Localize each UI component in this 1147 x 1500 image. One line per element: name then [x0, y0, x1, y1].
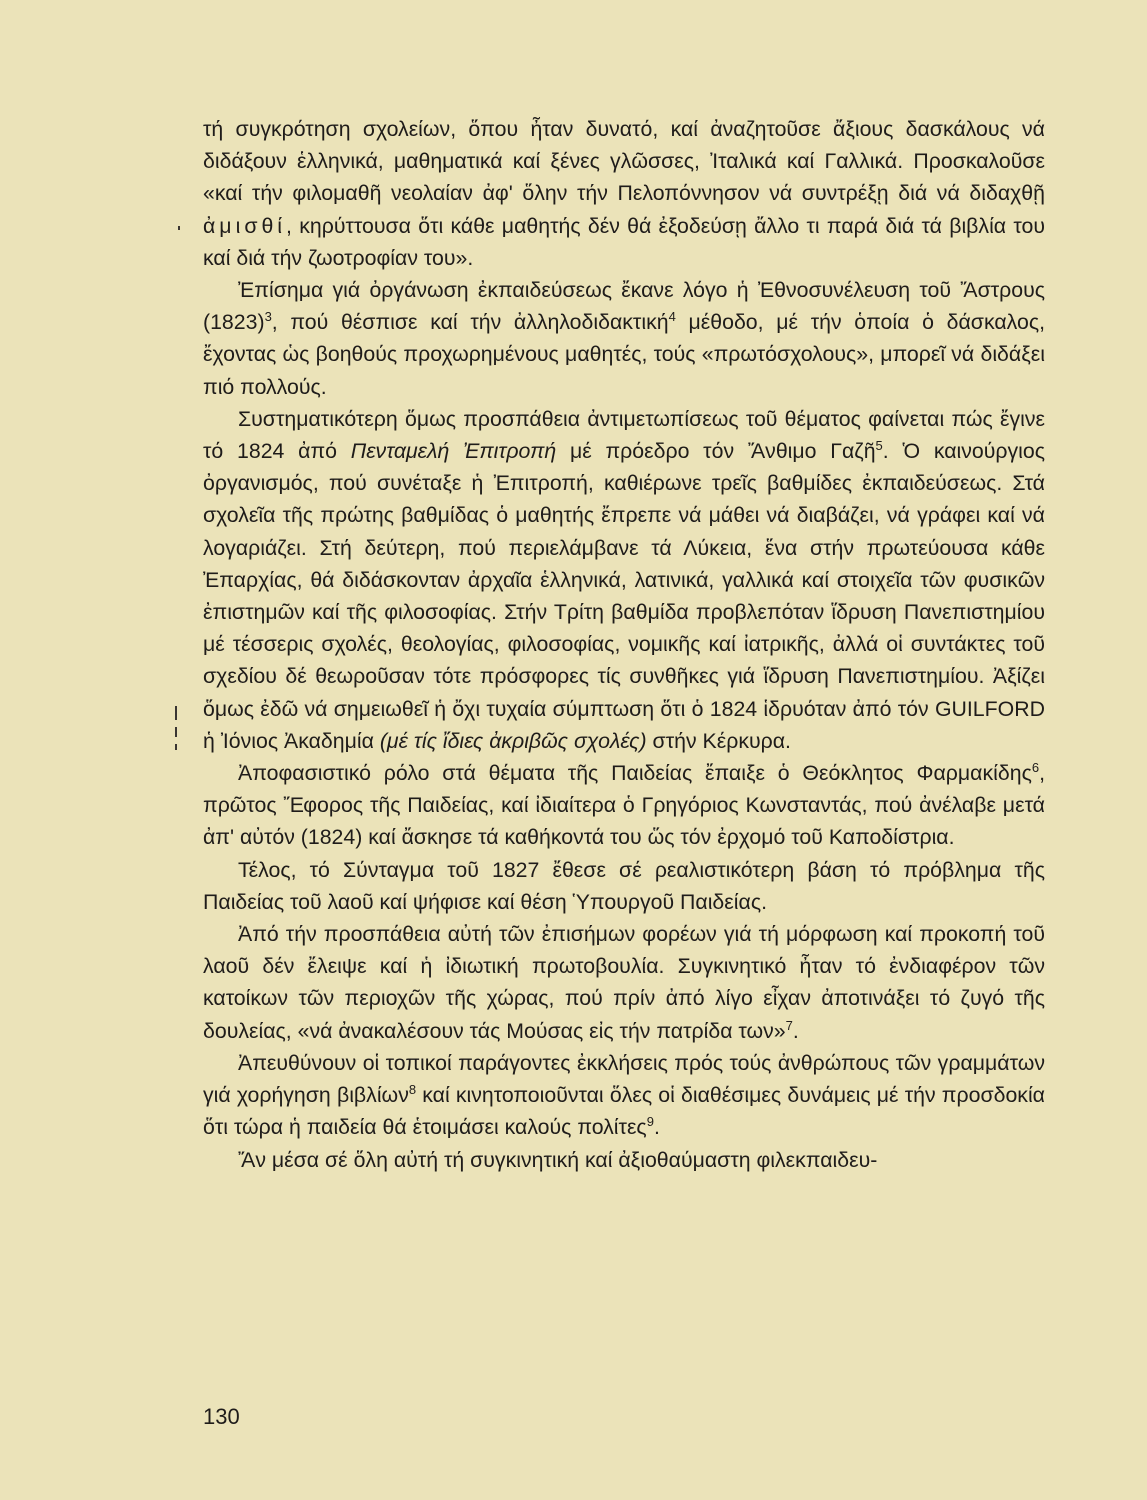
text-run: Τέλος, τό Σύνταγμα τοῦ 1827 ἔθεσε σέ ρεαλιστικότερη βάση τό πρόβλημα τῆς Παιδείας τοῦ λαοῦ καί ψήφισε καί θέση Ὑπουργοῦ Παιδείας.: [203, 857, 1045, 914]
footnote-ref: 5: [875, 438, 883, 454]
paragraph: [203, 854, 1045, 918]
footnote-ref: 8: [408, 1082, 417, 1098]
text-run: Ἀπευθύνουν οἱ τοπικοί παράγοντες ἐκκλήσεις πρός τούς ἀνθρώπους τῶν γραμμάτων γιά χορήγηση βιβλίων: [203, 1050, 1045, 1108]
text-run: . Ὁ καινούργιος ὀργανισμός, πού συνέταξε ἡ Ἐπιτροπή, καθιέρωνε τρεῖς βαθμίδες ἐκπαιδεύσεως. Στά σχολεῖα τῆς πρώτης βαθμίδας ὁ μαθητής ἔπρεπε νά μάθει νά διαβάζει, νά γράφει καί νά λογαριάζει. Στή δεύτερη, πού περιελάμβανε τά Λύκεια, ἕνα στήν πρωτεύουσα κάθε Ἐπαρχίας, θά διδάσκονταν ἀρχαῖα ἑλληνικά, λατινικά, γαλλικά καί στοιχεῖα τῶν φυσικῶν ἐπιστημῶν καί τῆς φιλοσοφίας. Στήν Τρίτη βαθμίδα προβλεπόταν ἵδρυση Πανεπιστημίου μέ τέσσερις σχολές, θεολογίας, φιλοσοφίας, νομικῆς καί ἰατρικῆς, ἀλλά οἱ συντάκτες τοῦ σχεδίου δέ θεωροῦσαν τότε πρόσφορες τίς συνθῆκες γιά ἵδρυση Πανεπιστημίου. Ἀξίζει ὅμως ἐδῶ νά σημειωθεῖ ἡ ὄχι τυχαία σύμπτωση ὅτι ὁ 1824 ἱδρυόταν ἀπό τόν GUILFORD ἡ Ἰόνιος Ἀκαδημία: [203, 439, 1045, 753]
paragraph: [203, 403, 1045, 757]
scan-mark: [178, 226, 180, 230]
text-run: , πρῶτος Ἔφορος τῆς Παιδείας, καί ἰδιαίτερα ὁ Γρηγόριος Κωνσταντάς, πού ἀνέλαβε μετά ἀπ' αὐτόν (1824) καί ἄσκησε τά καθήκοντά του ὥς τόν ἐρχομό τοῦ Καποδίστρια.: [203, 761, 1045, 850]
text-run: τή συγκρότηση σχολείων, ὅπου ἦταν δυνατό, καί ἀναζητοῦσε ἄξιους δασκάλους νά διδάξουν ἑλληνικά, μαθηματικά καί ξένες γλῶσσες, Ἰταλικά καί Γαλλικά. Προσκαλοῦσε «καί τήν φιλομαθῆ νεολαίαν ἀφ' ὅλην τήν Πελοπόννησον νά συντρέξῃ διά νά διδαχθῇ: [203, 117, 1045, 206]
footnote-ref: 6: [1031, 760, 1040, 776]
body-text: [203, 113, 1045, 1176]
paragraph: [203, 113, 1045, 274]
text-run: καί κινητοποιοῦνται ὅλες οἱ διαθέσιμες δυνάμεις μέ τήν προσδοκία ὅτι τώρα ἡ παιδεία θά ἑτοιμάσει καλούς πολίτες: [203, 1083, 1045, 1140]
paragraph: [203, 757, 1045, 854]
paragraph: [203, 1047, 1045, 1144]
footnote-ref: 9: [646, 1114, 654, 1130]
footnote-ref: 4: [668, 309, 676, 325]
page-number: 130: [203, 1404, 240, 1429]
paragraph: [203, 1144, 1045, 1176]
paragraph: [203, 274, 1045, 403]
text-run: Συστηματικότερη ὅμως προσπάθεια ἀντιμετωπίσεως τοῦ θέματος φαίνεται πώς ἔγινε τό 1824 ἀπό: [203, 406, 1045, 464]
italic-text: (μέ τίς ἴδιες ἀκριβῶς σχολές): [379, 728, 647, 753]
scan-mark: [175, 744, 177, 750]
text-run: , κηρύττουσα ὅτι κάθε μαθητής δέν θά ἐξοδεύσῃ ἄλλο τι παρά διά τά βιβλία του καί διά τήν ζωοτροφίαν του».: [203, 213, 1045, 270]
text-run: Ἀποφασιστικό ρόλο στά θέματα τῆς Παιδείας ἔπαιξε ὁ Θεόκλητος Φαρμακίδης: [238, 761, 1032, 786]
paragraph: [203, 918, 1045, 1047]
scan-mark: [175, 727, 177, 737]
text-run: .: [653, 1115, 660, 1140]
text-run: μέ πρόεδρο τόν Ἄνθιμο Γαζῆ: [556, 439, 876, 464]
text-run: Ἐπίσημα γιά ὀργάνωση ἐκπαιδεύσεως ἔκανε λόγο ἡ Ἐθνοσυνέλευση τοῦ Ἄστρους (1823): [203, 278, 1045, 335]
text-run: .: [792, 1018, 799, 1043]
text-run: μέθοδο, μέ τήν ὁποία ὁ δάσκαλος, ἔχοντας ὡς βοηθούς προχωρημένους μαθητές, τούς «πρωτόσχολους», μπορεῖ νά διδάξει πιό πολλούς.: [203, 310, 1045, 399]
text-run: , πού θέσπισε καί τήν ἀλληλοδιδακτική: [271, 310, 669, 335]
text-run: στήν Κέρκυρα.: [646, 728, 791, 753]
spaced-text: ἀμισθί: [203, 213, 287, 238]
footnote-ref: 3: [264, 309, 272, 325]
text-run: Ἄν μέσα σέ ὅλη αὐτή τή συγκινητική καί ἀξιοθαύμαστη φιλεκπαιδευ-: [238, 1147, 878, 1172]
text-run: Ἀπό τήν προσπάθεια αὐτή τῶν ἐπισήμων φορέων γιά τή μόρφωση καί προκοπή τοῦ λαοῦ δέν ἔλειψε καί ἡ ἰδιωτική πρωτοβουλία. Συγκινητικό ἦταν τό ἐνδιαφέρον τῶν κατοίκων τῶν περιοχῶν τῆς χώρας, πού πρίν ἀπό λίγο εἶχαν ἀποτινάξει τό ζυγό τῆς δουλείας, «νά ἀνακαλέσουν τάς Μούσας εἰς τήν πατρίδα των»: [203, 922, 1045, 1043]
footnote-ref: 7: [785, 1017, 793, 1033]
italic-text: Πενταμελή Ἐπιτροπή: [350, 439, 557, 464]
scan-mark: [175, 706, 177, 720]
